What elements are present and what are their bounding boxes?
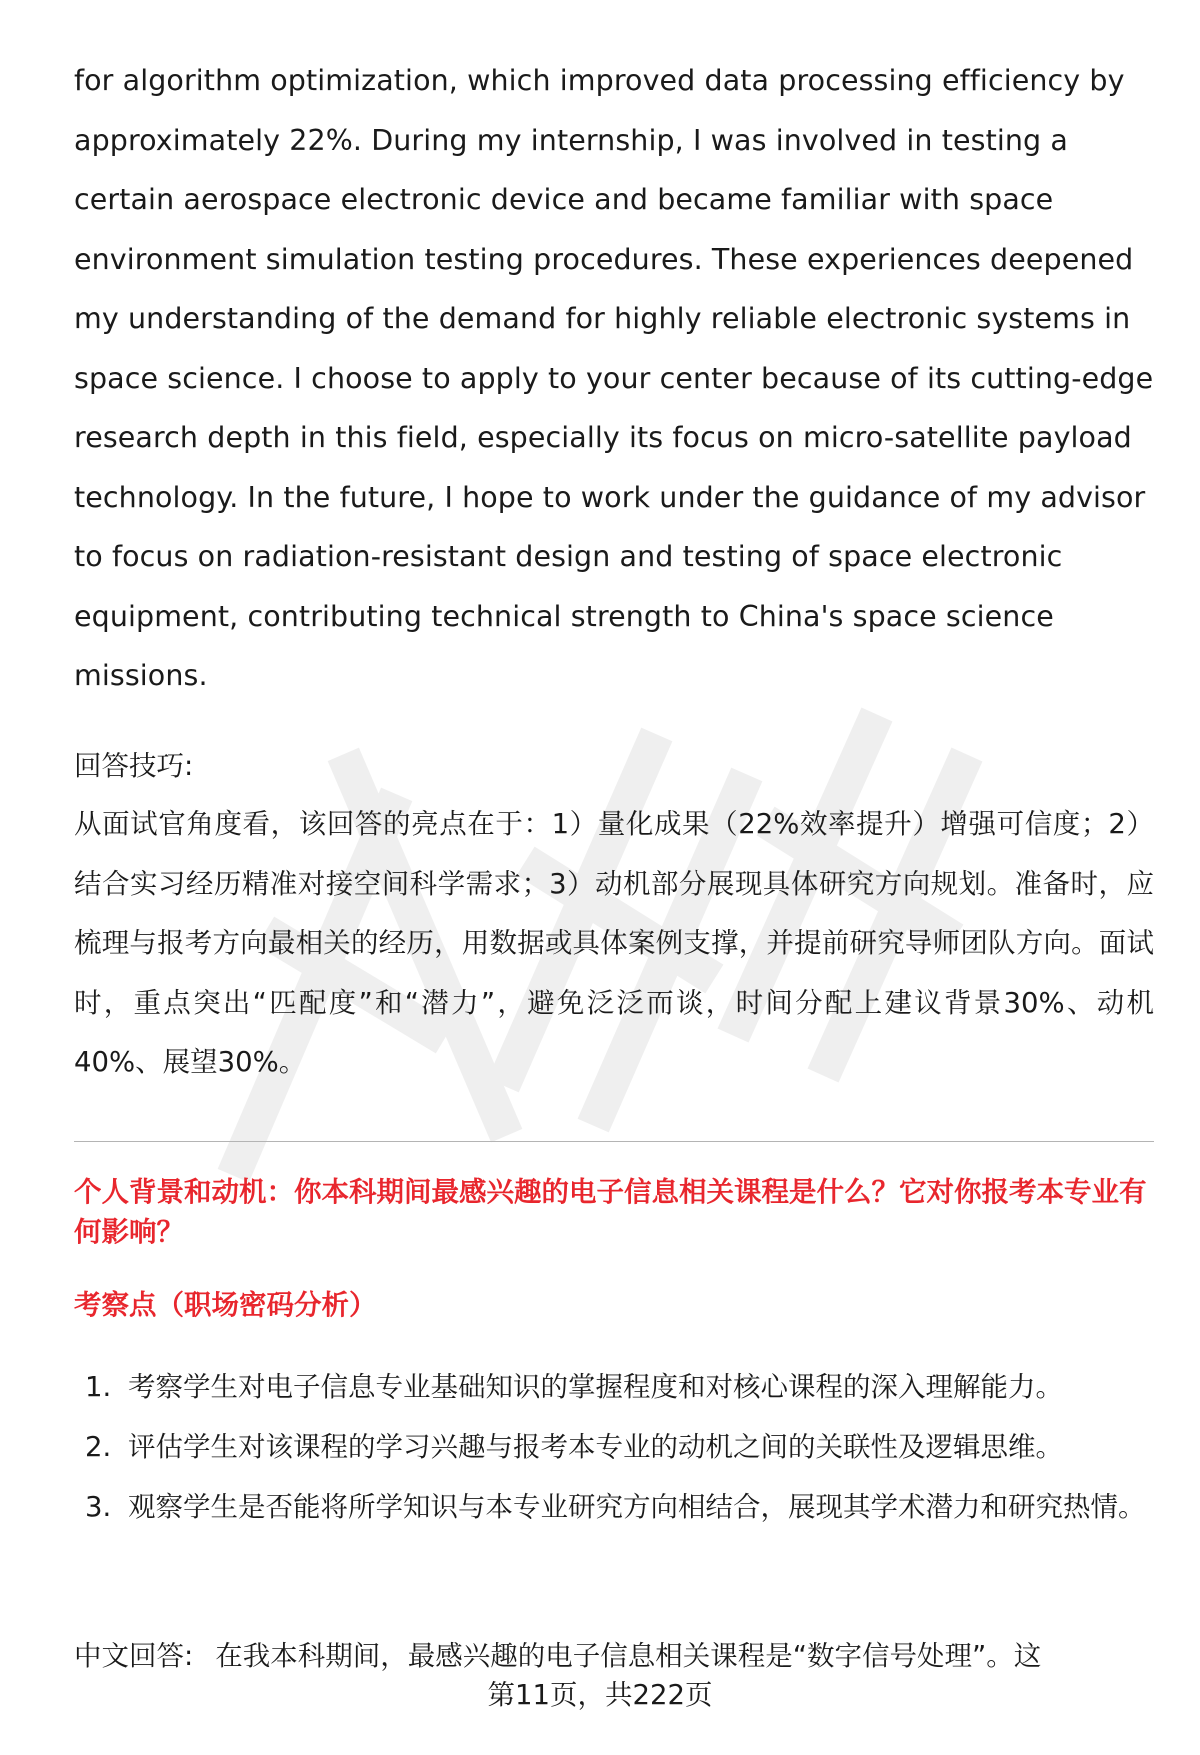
chinese-answer-label: 中文回答: [74,1640,194,1672]
tips-heading: 回答技巧: [74,750,194,782]
page-number-footer: 第11页，共222页 [487,1679,713,1711]
evaluation-item-text: 评估学生对该课程的学习兴趣与报考本专业的动机之间的关联性及逻辑思维。 [128,1431,1063,1463]
question-title: 个人背景和动机：你本科期间最感兴趣的电子信息相关课程是什么？它对你报考本专业有何影响？ [74,1176,1147,1248]
chinese-answer-text: 在我本科期间，最感兴趣的电子信息相关课程是“数字信号处理”。这 [215,1640,1042,1672]
section-divider [74,1141,1154,1142]
page-content [74,0,1154,1078]
evaluation-list [74,1357,1154,1537]
evaluation-item-number: 3. [85,1491,112,1523]
evaluation-item-number: 2. [85,1431,112,1463]
evaluation-item-text: 考察学生对电子信息专业基础知识的掌握程度和对核心课程的深入理解能力。 [128,1371,1063,1403]
evaluation-item-number: 1. [85,1371,112,1403]
english-answer-paragraph: for algorithm optimization, which improved data processing efficiency by approximately 22%. During my internship, I was involved in testing a certain aerospace electronic device and became familiar with space environment simulation testing procedures. These experiences deepened my understanding of the demand for highly reliable electronic systems in space science. I choose to apply to your center because of its cutting-edge research depth in this field, especially its focus on micro-satellite payload technology. In the future, I hope to work under the guidance of my advisor to focus on radiation-resistant design and testing of space electronic equipment, contributing technical strength to China's space science missions. [74,64,1154,692]
evaluation-item-text: 观察学生是否能将所学知识与本专业研究方向相结合，展现其学术潜力和研究热情。 [128,1491,1146,1523]
evaluation-heading: 考察点（职场密码分析） [74,1289,377,1321]
evaluation-item [74,1357,1154,1417]
evaluation-item [74,1477,1154,1537]
tips-body: 从面试官角度看，该回答的亮点在于：1）量化成果（22%效率提升）增强可信度；2）结合实习经历精准对接空间科学需求；3）动机部分展现具体研究方向规划。准备时，应梳理与报考方向最相关的经历，用数据或具体案例支撑，并提前研究导师团队方向。面试时，重点突出“匹配度”和“潜力”，避免泛泛而谈，时间分配上建议背景30%、动机40%、展望30%。 [74,808,1154,1078]
evaluation-item [74,1417,1154,1477]
